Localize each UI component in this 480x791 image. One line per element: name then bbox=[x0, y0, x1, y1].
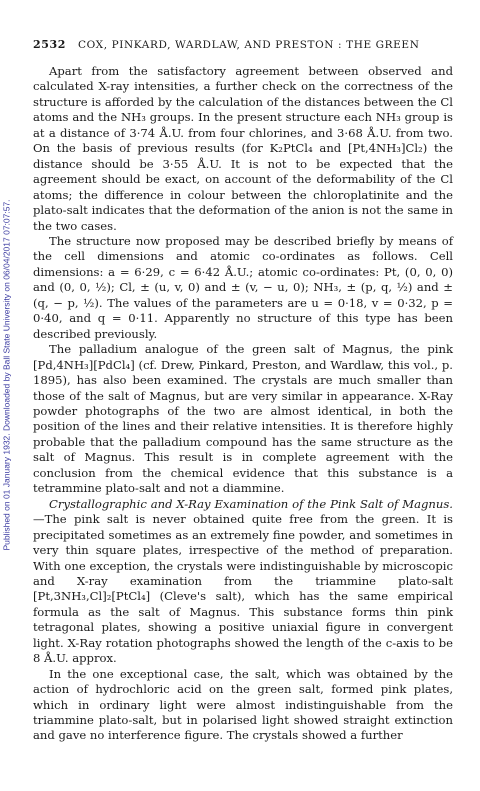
section-body: —The pink salt is never obtained quite free from the green. It is precipitated sometimes as an extremely fine powder, and sometimes in very thin square plates, irrespective of the method of preparation. With one exception, the crystals were indistinguishable by microscopic and X-ray examination from the triammine plato-salt [Pt,3NH₃,Cl]₂[PtCl₄] (Cleve's salt), which has the same empirical formula as the salt of Magnus. This substance forms thin pink tetragonal plates, showing a positive uniaxial figure in convergent light. X-Ray rotation photographs showed the length of the c-axis to be 8 Å.U. approx. bbox=[33, 512, 453, 666]
page-number: 2532 bbox=[33, 38, 67, 51]
article-body bbox=[33, 64, 453, 744]
download-watermark-text: Published on 01 January 1932. Downloaded by Ball State University on 06/04/2017 07:07:57. bbox=[2, 199, 13, 551]
running-title: COX, PINKARD, WARDLAW, AND PRESTON : THE GREEN bbox=[77, 39, 420, 51]
paragraph-palladium: The palladium analogue of the green salt of Magnus, the pink [Pd,4NH₃][PdCl₄] (cf. Drew, Pinkard, Preston, and Wardlaw, this vol., p. 1895), has also been examined. The crystals are much smaller than those of the salt of Magnus, but are very similar in appearance. X-Ray powder photographs of the two are almost identical, in both the position of the lines and their relative intensities. It is therefore highly probable that the palladium compound has the same structure as the salt of Magnus. This result is in complete agreement with the conclusion from the chemical evidence that this substance is a tetrammine plato-salt and not a diammine. bbox=[33, 342, 453, 496]
paragraph-pink-salt bbox=[33, 497, 453, 667]
download-watermark bbox=[0, 95, 14, 655]
section-heading: Crystallographic and X-Ray Examination of the Pink Salt of Magnus. bbox=[49, 496, 453, 511]
paragraph-structure: The structure now proposed may be described briefly by means of the cell dimensions and atomic co-ordinates as follows. Cell dimensions: a = 6·29, c = 6·42 Å.U.; atomic co-ordinates: Pt, (0, 0, 0) and (0, 0, ½); Cl, ± (u, v, 0) and ± (v, − u, 0); NH₃, ± (p, q, ½) and ± (q, − p, ½). The values of the parameters are u = 0·18, v = 0·32, p = 0·40, and q = 0·11. Apparently no structure of this type has been described previously. bbox=[33, 233, 453, 341]
running-header bbox=[33, 38, 453, 51]
paragraph-exception: In the one exceptional case, the salt, which was obtained by the action of hydrochloric acid on the green salt, formed pink plates, which in ordinary light were almost indistinguishable from the triammine plato-salt, but in polarised light showed straight extinction and gave no interference figure. The crystals showed a further bbox=[33, 666, 453, 743]
paragraph-distances: Apart from the satisfactory agreement between observed and calculated X-ray intensities, a further check on the correctness of the structure is afforded by the calculation of the distances between the Cl atoms and the NH₃ groups. In the present structure each NH₃ group is at a distance of 3·74 Å.U. from four chlorines, and 3·68 Å.U. from two. On the basis of previous results (for K₂PtCl₄ and [Pt,4NH₃]Cl₂) the distance should be 3·55 Å.U. It is not to be expected that the agreement should be exact, on account of the deformability of the Cl atoms; the difference in colour between the chloroplatinite and the plato-salt indicates that the deformation of the anion is not the same in the two cases. bbox=[33, 64, 453, 233]
